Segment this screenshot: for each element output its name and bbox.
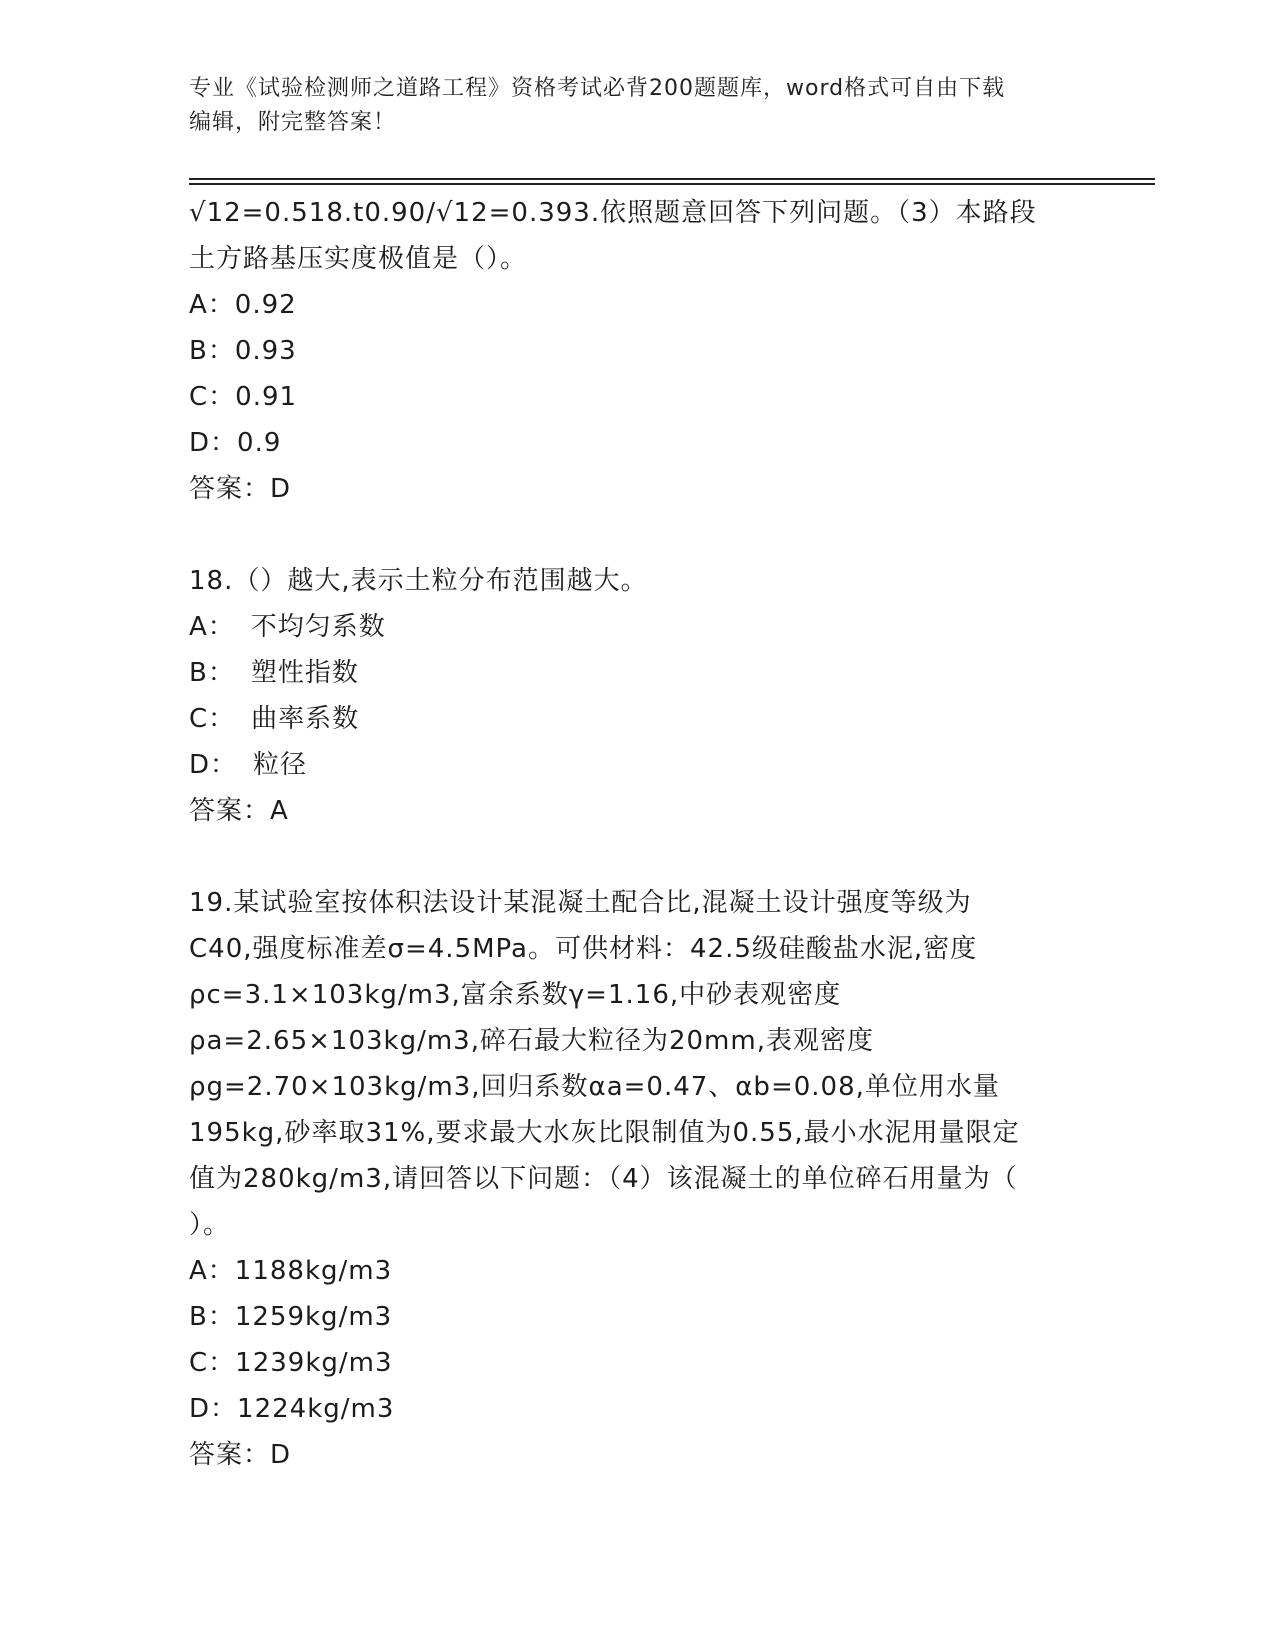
question-17-option-b: B：0.93 xyxy=(189,336,297,366)
question-19-option-d: D：1224kg/m3 xyxy=(189,1394,395,1424)
question-18-option-c xyxy=(189,696,1089,742)
option-text: 曲率系数 xyxy=(251,704,360,734)
option-label: A： xyxy=(189,612,235,642)
option-text: 塑性指数 xyxy=(250,658,359,688)
question-19-answer: 答案：D xyxy=(189,1440,292,1470)
question-19-text-line-5: ρg=2.70×103kg/m3,回归系数αa=0.47、αb=0.08,单位用水量 xyxy=(189,1072,1000,1102)
question-17-option-a: A：0.92 xyxy=(189,290,297,320)
question-gap xyxy=(189,834,1089,880)
document-header xyxy=(189,72,1089,140)
question-19-text-line-2: C40,强度标准差σ=4.5MPa。可供材料：42.5级硅酸盐水泥,密度 xyxy=(189,934,978,964)
header-divider-top xyxy=(189,178,1155,180)
question-18-option-a xyxy=(189,604,1089,650)
header-title-line-1: 专业《试验检测师之道路工程》资格考试必背200题题库，word格式可自由下载 xyxy=(189,76,1006,101)
question-gap xyxy=(189,512,1089,558)
question-19-text-line-1: 19.某试验室按体积法设计某混凝土配合比,混凝土设计强度等级为 xyxy=(189,888,972,918)
option-label: D： xyxy=(189,750,238,780)
question-19-text-line-6: 195kg,砂率取31%,要求最大水灰比限制值为0.55,最小水泥用量限定 xyxy=(189,1118,1020,1148)
question-18-option-d xyxy=(189,742,1089,788)
question-content xyxy=(189,190,1089,1478)
header-title-line-2: 编辑，附完整答案！ xyxy=(189,110,397,135)
question-19-text-line-8: ）。 xyxy=(189,1210,231,1240)
question-19-option-c: C：1239kg/m3 xyxy=(189,1348,393,1378)
question-17-answer: 答案：D xyxy=(189,474,292,504)
question-19-text-line-7: 值为280kg/m3,请回答以下问题：（4）该混凝土的单位碎石用量为（ xyxy=(189,1164,1018,1194)
question-17-text-line-2: 土方路基压实度极值是（）。 xyxy=(189,244,528,274)
question-17-option-d: D：0.9 xyxy=(189,428,282,458)
question-19-text-line-3: ρc=3.1×103kg/m3,富余系数γ=1.16,中砂表观密度 xyxy=(189,980,842,1010)
question-18-answer: 答案：A xyxy=(189,796,289,826)
question-18-text: 18.（）越大,表示土粒分布范围越大。 xyxy=(189,566,648,596)
question-19-option-b: B：1259kg/m3 xyxy=(189,1302,393,1332)
question-19-option-a: A：1188kg/m3 xyxy=(189,1256,393,1286)
header-divider-bottom xyxy=(189,183,1155,185)
question-19-text-line-4: ρa=2.65×103kg/m3,碎石最大粒径为20mm,表观密度 xyxy=(189,1026,874,1056)
question-18 xyxy=(189,558,1089,834)
option-text: 粒径 xyxy=(253,750,308,780)
option-label: B： xyxy=(189,658,235,688)
question-18-option-b xyxy=(189,650,1089,696)
question-17-text-line-1: √12=0.518.t0.90/√12=0.393.依照题意回答下列问题。（3）本路段 xyxy=(189,198,1037,228)
question-19 xyxy=(189,880,1089,1478)
option-text: 不均匀系数 xyxy=(250,612,386,642)
option-label: C： xyxy=(189,704,236,734)
question-17 xyxy=(189,190,1089,512)
question-17-option-c: C：0.91 xyxy=(189,382,298,412)
